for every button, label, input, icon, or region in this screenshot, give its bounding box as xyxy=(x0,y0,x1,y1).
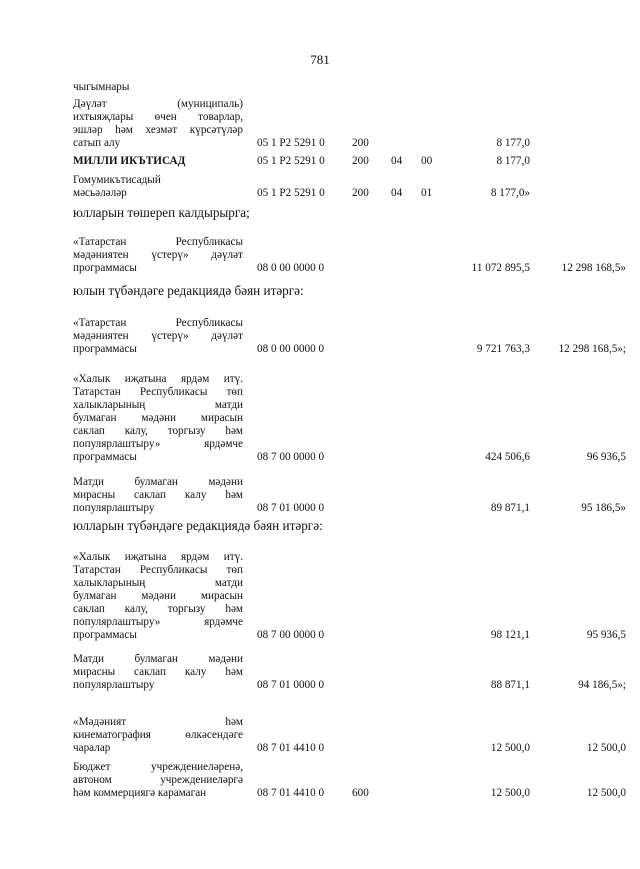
row-amount-2: 12 298 168,5» xyxy=(561,262,626,274)
row-name-line: популярлаштыру xyxy=(73,679,155,691)
row-name-line: популярлаштыру xyxy=(73,502,155,514)
row-code: 05 1 P2 5291 0 xyxy=(257,155,325,167)
row-name-line: программасы xyxy=(73,262,137,274)
row-name-line: Бюджет учреждениеләренә, xyxy=(73,761,243,773)
row-amount-1: 8 177,0 xyxy=(496,155,530,167)
row-name-line: Матди булмаган мәдәни xyxy=(73,476,243,488)
row-name-line: Татарстан Республикасы төп xyxy=(73,564,243,576)
row-name xyxy=(73,716,243,755)
row-name-line: мәсьәләләр xyxy=(73,187,127,199)
row-amount-1: 12 500,0 xyxy=(490,742,530,754)
row-amount-2: 96 936,5 xyxy=(586,451,626,463)
row-name-line: булмаган мәдәни мирасын xyxy=(73,590,243,602)
row-name-line: мирасны саклап калу һәм xyxy=(73,489,243,501)
row-amount-2: 95 186,5» xyxy=(581,502,626,514)
row-name-line: автоном учреждениеләргә xyxy=(73,774,243,786)
instruction-line: юлын түбәндәге редакциядә бәян итәргә: xyxy=(73,283,304,298)
row-name-line: «Татарстан Республикасы xyxy=(73,236,243,248)
row-name-line: «Халык иҗатына ярдәм итү. xyxy=(73,551,243,563)
row-name-line: популярлаштыру» ярдәмче xyxy=(73,438,243,450)
row-name xyxy=(73,174,243,200)
instruction-line: юлларын төшереп калдырырга; xyxy=(73,205,250,220)
row-code: 08 7 01 4410 0 xyxy=(257,787,325,799)
row-section: 04 xyxy=(391,187,403,199)
row-name-line: мирасны саклап калу һәм xyxy=(73,666,243,678)
row-expense-type: 600 xyxy=(352,787,369,799)
row-amount-1: 424 506,6 xyxy=(485,451,530,463)
row-code: 05 1 P2 5291 0 xyxy=(257,137,325,149)
row-amount-1: 89 871,1 xyxy=(490,502,530,514)
row-amount-1: 9 721 763,3 xyxy=(476,343,530,355)
row-code: 08 7 01 0000 0 xyxy=(257,679,325,691)
instruction-line: юлларын түбәндәге редакциядә бәян итәргә: xyxy=(73,518,323,533)
row-name-line: мәдәниятен үстерү» дәүләт xyxy=(73,330,243,342)
row-name-line: Гомумикътисадый xyxy=(73,174,161,186)
row-name xyxy=(73,98,243,150)
row-amount-2: 12 500,0 xyxy=(586,742,626,754)
row-name-line: программасы xyxy=(73,451,137,463)
row-code: 08 7 01 0000 0 xyxy=(257,502,325,514)
row-amount-1: 11 072 895,5 xyxy=(471,262,530,274)
row-name-line: чаралар xyxy=(73,742,111,754)
row-amount-1: 88 871,1 xyxy=(490,679,530,691)
row-code: 08 7 01 4410 0 xyxy=(257,742,325,754)
row-name-line: һәм коммерциягә карамаган xyxy=(73,787,207,799)
row-subsection: 01 xyxy=(421,187,433,199)
row-name-line: мәдәниятен үстерү» дәүләт xyxy=(73,249,243,261)
row-code: 08 0 00 0000 0 xyxy=(257,262,325,274)
row-amount-1: 8 177,0» xyxy=(490,187,530,199)
row-amount-1: 8 177,0 xyxy=(496,137,530,149)
row-amount-2: 12 500,0 xyxy=(586,787,626,799)
row-name xyxy=(73,476,243,515)
row-code: 08 7 00 0000 0 xyxy=(257,629,325,641)
row-name xyxy=(73,551,243,642)
row-amount-2: 12 298 168,5»; xyxy=(558,343,626,355)
row-name-line: саклап калу, торгызу һәм xyxy=(73,603,243,615)
row-amount-2: 94 186,5»; xyxy=(578,679,626,691)
row-expense-type: 200 xyxy=(352,187,369,199)
row-amount-2: 95 936,5 xyxy=(586,629,626,641)
row-name xyxy=(73,653,243,692)
row-name-line: сатып алу xyxy=(73,137,121,149)
row-name-line: Матди булмаган мәдәни xyxy=(73,653,243,665)
row-section: 04 xyxy=(391,155,403,167)
row-name-line: эшләр һәм хезмәт күрсәтүләр xyxy=(73,124,243,136)
row-name-line: «Мәдәният һәм xyxy=(73,716,243,728)
row-name-line: халыкларының матди xyxy=(73,399,243,411)
row-name-line: Дәүләт (муниципаль) xyxy=(73,98,243,110)
row-name-line: ихтыяҗлары өчен товарлар, xyxy=(73,111,243,123)
row-name xyxy=(73,373,243,464)
row-name xyxy=(73,761,243,800)
row-name-line: Татарстан Республикасы төп xyxy=(73,386,243,398)
row-name-line: программасы xyxy=(73,343,137,355)
row-name xyxy=(73,155,243,168)
row-name-line: саклап калу, торгызу һәм xyxy=(73,425,243,437)
row-name-line: булмаган мәдәни мирасын xyxy=(73,412,243,424)
row-name-line: халыкларының матди xyxy=(73,577,243,589)
row-name-line: «Татарстан Республикасы xyxy=(73,317,243,329)
row-name-line: популярлаштыру» ярдәмче xyxy=(73,616,243,628)
page-number: 781 xyxy=(310,52,330,67)
row-code: 05 1 P2 5291 0 xyxy=(257,187,325,199)
row-name-line: МИЛЛИ ИКЪТИСАД xyxy=(73,155,186,167)
row-name xyxy=(73,317,243,356)
row-name-line: «Халык иҗатына ярдәм итү. xyxy=(73,373,243,385)
row-amount-1: 12 500,0 xyxy=(490,787,530,799)
row-name xyxy=(73,236,243,275)
row-expense-type: 200 xyxy=(352,137,369,149)
row-amount-1: 98 121,1 xyxy=(490,629,530,641)
row-name-line: кинематография өлкәсендәге xyxy=(73,729,243,741)
row-expense-type: 200 xyxy=(352,155,369,167)
continuation-text: чыгымнары xyxy=(73,81,130,93)
row-code: 08 0 00 0000 0 xyxy=(257,343,325,355)
row-subsection: 00 xyxy=(421,155,433,167)
row-name-line: программасы xyxy=(73,629,137,641)
row-code: 08 7 00 0000 0 xyxy=(257,451,325,463)
